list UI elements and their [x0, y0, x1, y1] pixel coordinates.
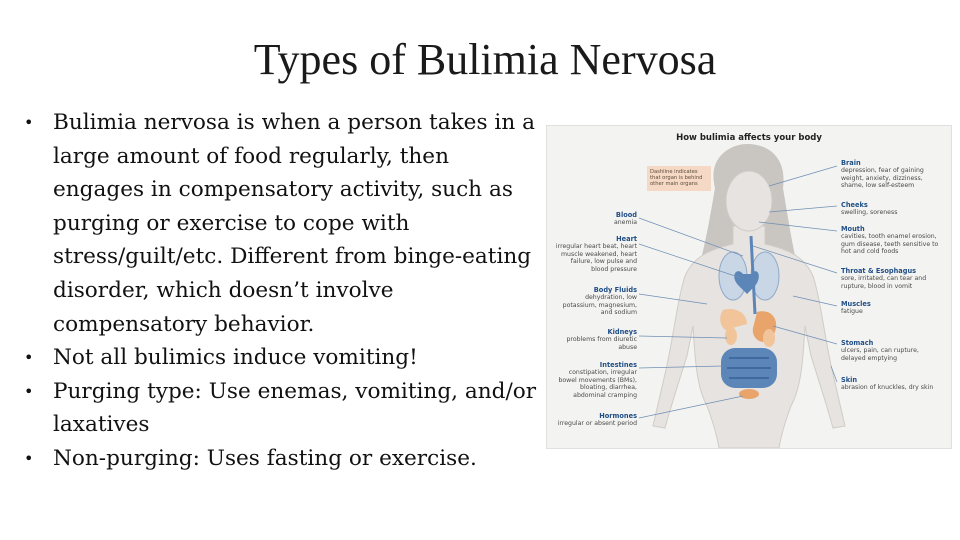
bullet-text: Bulimia nervosa is when a person takes in a large amount of food regularly, then engages in compensatory activity, such as purging or exercise to cope with stress/guilt/etc. Different from binge-eating disorder, which doesn’t involve compensatory behavior.: [53, 110, 535, 337]
label-detail: fatigue: [841, 308, 863, 316]
label-stomach: [841, 340, 945, 362]
label-heading: Cheeks: [841, 201, 868, 209]
figure-title: How bulimia affects your body: [676, 133, 822, 143]
bullet-marker: •: [24, 113, 34, 132]
label-mouth: [841, 226, 945, 256]
label-cheeks: [841, 202, 945, 217]
label-heading: Mouth: [841, 225, 865, 233]
label-detail: anemia: [613, 219, 637, 227]
bullet-marker: •: [24, 381, 34, 401]
label-body-fluids: [553, 287, 637, 317]
label-detail: swelling, soreness: [841, 209, 898, 217]
label-detail: depression, fear of gaining weight, anxiety, dizziness, shame, low self-esteem: [841, 167, 924, 190]
label-detail: dehydration, low potassium, magnesium, and sodium: [562, 294, 637, 317]
label-detail: ulcers, pain, can rupture, delayed emptying: [841, 347, 919, 362]
label-muscles: [841, 301, 945, 316]
label-heading: Heart: [616, 235, 637, 243]
bullet-item: [20, 341, 540, 375]
label-heart: [553, 236, 637, 273]
bullet-item: [20, 442, 540, 476]
label-detail: constipation, irregular bowel movements (BMs), bloating, diarrhea, abdominal cramping: [558, 369, 637, 399]
label-heading: Throat & Esophagus: [841, 267, 917, 275]
label-heading: Brain: [841, 159, 861, 167]
label-detail: cavities, tooth enamel erosion, gum disease, teeth sensitive to hot and cold foods: [841, 233, 939, 256]
bullet-item: [20, 106, 540, 341]
label-hormones: [553, 413, 637, 428]
label-heading: Skin: [841, 376, 858, 384]
label-brain: [841, 160, 945, 190]
slide-title: Types of Bulimia Nervosa: [253, 35, 717, 84]
label-heading: Muscles: [841, 300, 871, 308]
label-heading: Kidneys: [607, 328, 637, 336]
bullet-list: [20, 106, 540, 476]
bulimia-body-diagram: [546, 125, 952, 449]
label-skin: [841, 377, 945, 392]
bullet-marker: •: [24, 448, 34, 468]
bullet-marker: •: [24, 348, 34, 368]
label-detail: abrasion of knuckles, dry skin: [841, 384, 934, 392]
label-heading: Hormones: [599, 412, 637, 420]
bullet-text: Not all bulimics induce vomiting!: [53, 345, 418, 371]
label-heading: Intestines: [599, 361, 637, 369]
label-detail: irregular heart beat, heart muscle weakened, heart failure, low pulse and blood pressure: [555, 243, 637, 273]
label-blood: [553, 212, 637, 227]
label-throat-esophagus: [841, 268, 945, 290]
label-intestines: [553, 362, 637, 399]
label-kidneys: [553, 329, 637, 351]
bullet-text: Purging type: Use enemas, vomiting, and/or laxatives: [53, 378, 537, 438]
bullet-text: Non-purging: Uses fasting or exercise.: [53, 445, 477, 471]
label-heading: Blood: [615, 211, 637, 219]
label-detail: irregular or absent period: [557, 420, 637, 428]
dashline-note: Dashline indicates that organ is behind other main organs: [647, 166, 711, 191]
label-detail: sore, irritated, can tear and rupture, blood in vomit: [841, 275, 927, 290]
label-heading: Body Fluids: [593, 286, 637, 294]
label-heading: Stomach: [841, 339, 874, 347]
label-detail: problems from diuretic abuse: [566, 336, 637, 351]
bullet-item: [20, 375, 540, 442]
